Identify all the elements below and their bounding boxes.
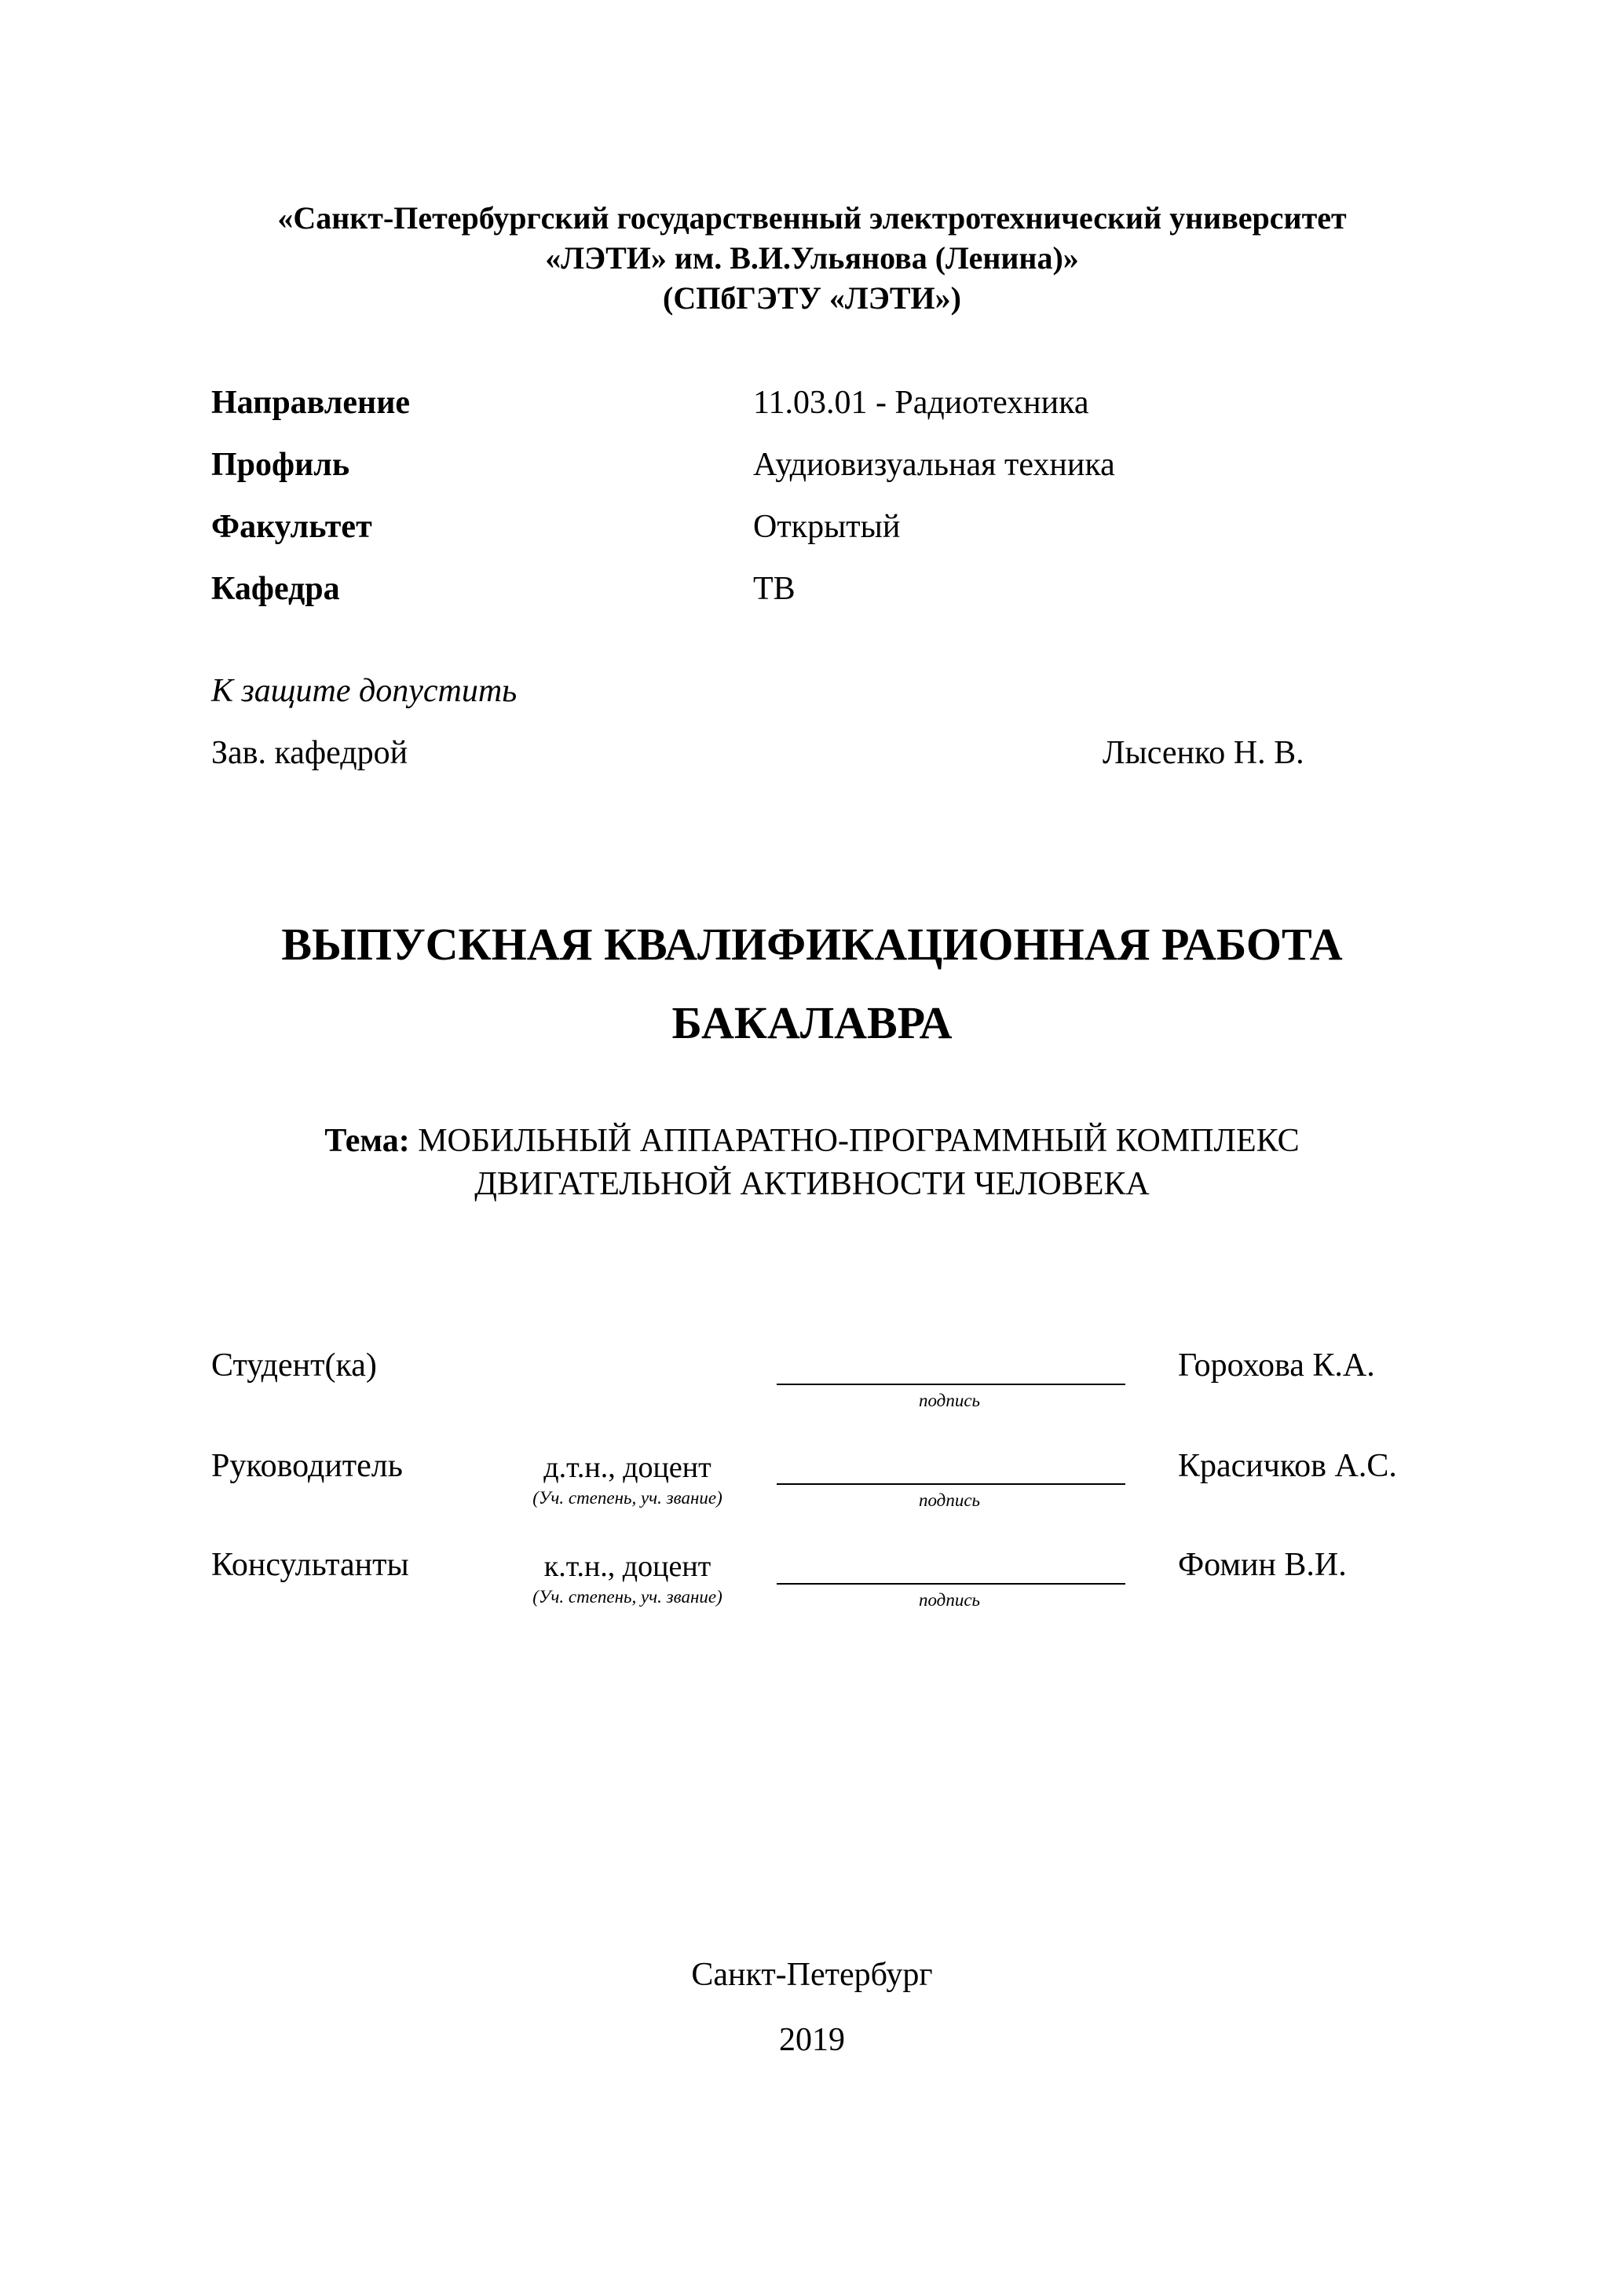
info-label-department: Кафедра	[211, 571, 340, 607]
title-line2: БАКАЛАВРА	[671, 997, 953, 1048]
signature-role-supervisor: Руководитель	[211, 1448, 403, 1484]
info-value-direction: 11.03.01 - Радиотехника	[753, 385, 1089, 421]
topic-line1: МОБИЛЬНЫЙ АППАРАТНО-ПРОГРАММНЫЙ КОМПЛЕКС	[418, 1123, 1300, 1159]
info-label-direction: Направление	[211, 385, 411, 421]
signature-name-student: Горохова К.А.	[1178, 1347, 1375, 1384]
signature-degree-supervisor: д.т.н., доцент	[543, 1451, 711, 1484]
university-name-line1: «Санкт-Петербургский государственный электротехнический университет	[277, 200, 1347, 236]
university-abbr: (СПбГЭТУ «ЛЭТИ»)	[663, 280, 961, 316]
university-name-line2: «ЛЭТИ» им. В.И.Ульянова (Ленина)»	[545, 240, 1079, 276]
topic-label: Тема:	[324, 1123, 410, 1159]
signature-hint-consultant: подпись	[918, 1590, 980, 1610]
info-label-faculty: Факультет	[211, 509, 372, 545]
signature-name-supervisor: Красичков А.С.	[1178, 1448, 1397, 1484]
footer-year: 2019	[779, 2022, 845, 2058]
signature-degree-hint-consultant: (Уч. степень, уч. звание)	[532, 1587, 722, 1607]
info-value-faculty: Открытый	[753, 509, 901, 545]
topic-line2: ДВИГАТЕЛЬНОЙ АКТИВНОСТИ ЧЕЛОВЕКА	[474, 1166, 1150, 1202]
signature-degree-consultant: к.т.н., доцент	[543, 1550, 711, 1583]
signature-hint-student: подпись	[918, 1391, 980, 1410]
info-value-department: ТВ	[753, 571, 796, 607]
footer-city: Санкт-Петербург	[691, 1957, 933, 1993]
title-line1: ВЫПУСКНАЯ КВАЛИФИКАЦИОННАЯ РАБОТА	[281, 919, 1343, 970]
signature-name-consultant: Фомин В.И.	[1178, 1547, 1347, 1583]
approval-title: К защите допустить	[211, 673, 518, 709]
signature-hint-supervisor: подпись	[918, 1490, 980, 1510]
approval-role: Зав. кафедрой	[211, 735, 408, 771]
signature-role-consultant: Консультанты	[211, 1547, 409, 1583]
signature-line-student	[777, 1384, 1125, 1385]
signature-line-supervisor	[777, 1483, 1125, 1485]
approval-name: Лысенко Н. В.	[1103, 735, 1304, 771]
signature-degree-hint-supervisor: (Уч. степень, уч. звание)	[532, 1488, 722, 1508]
info-label-profile: Профиль	[211, 447, 350, 483]
info-value-profile: Аудиовизуальная техника	[753, 447, 1115, 483]
signature-role-student: Студент(ка)	[211, 1347, 377, 1384]
signature-line-consultant	[777, 1583, 1125, 1585]
